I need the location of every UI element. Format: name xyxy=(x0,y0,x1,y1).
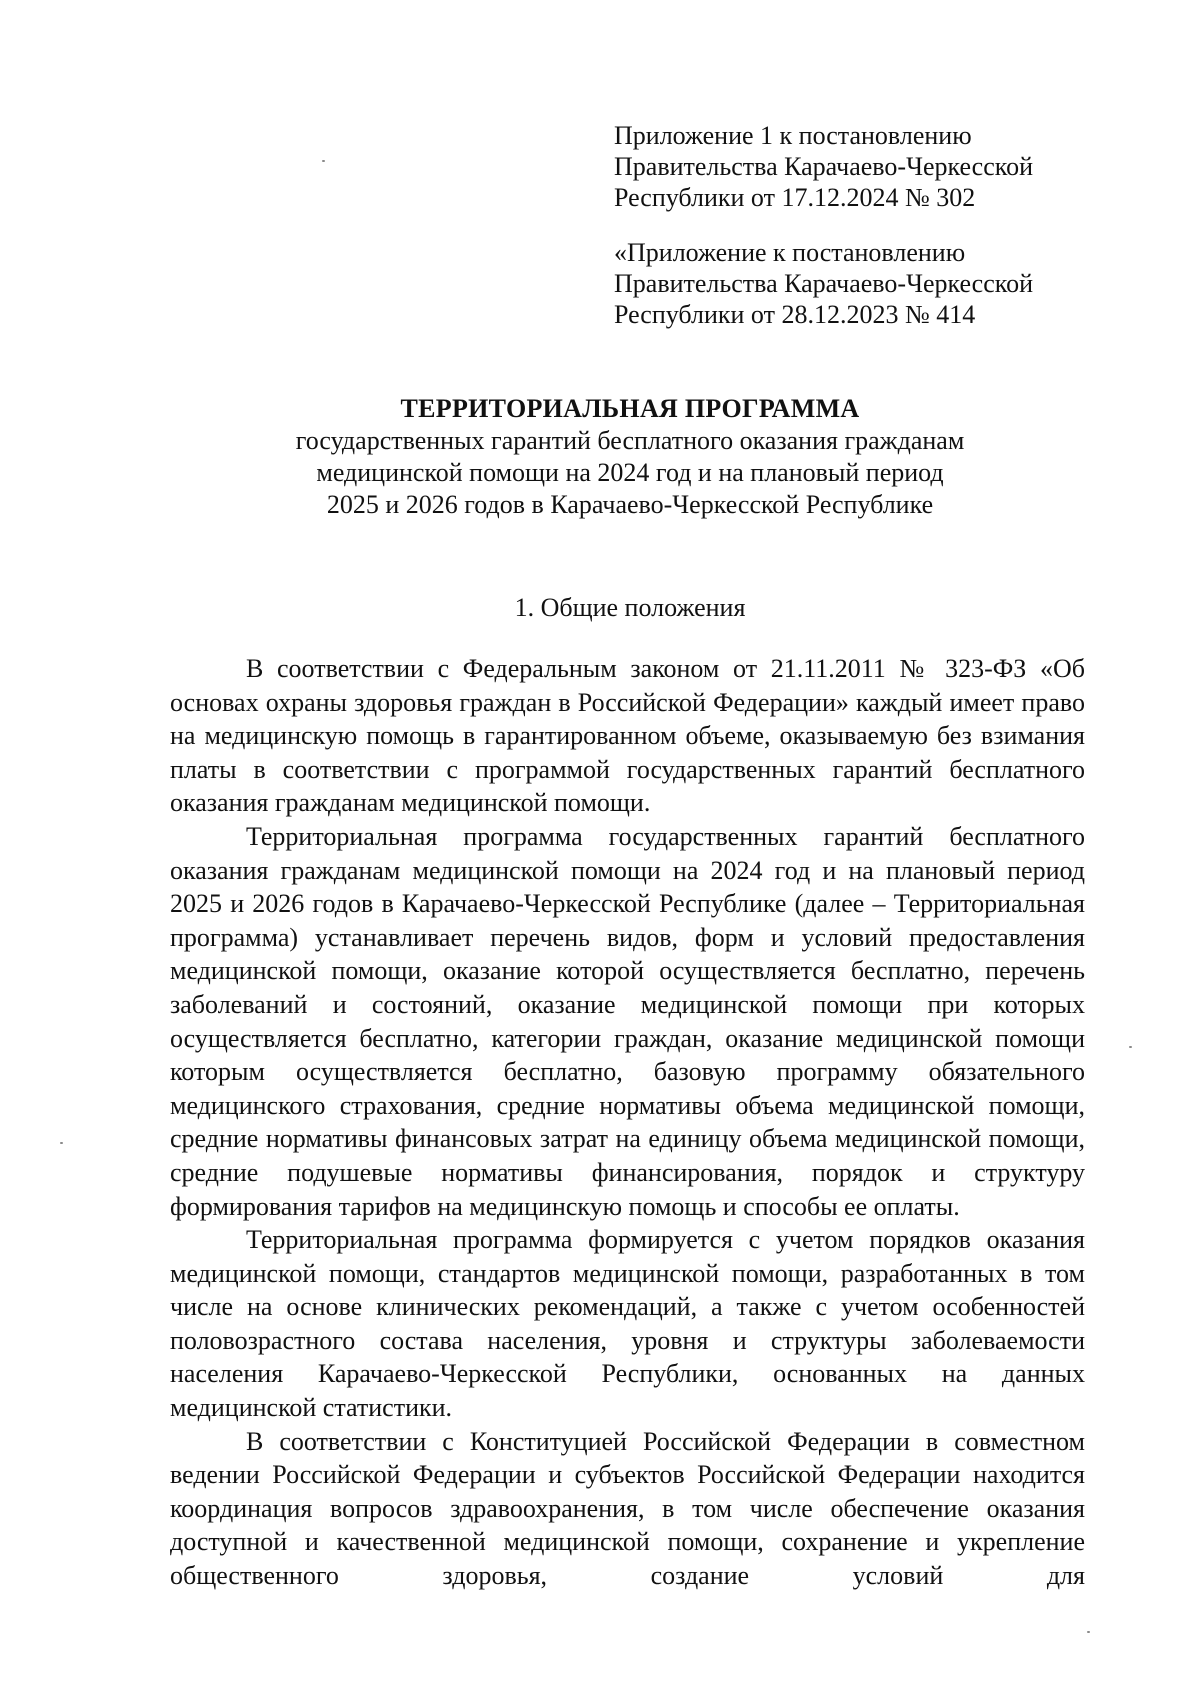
section-heading: 1. Общие положения xyxy=(514,593,746,622)
paragraph-2: Территориальная программа государственных гарантий бесплатного оказания гражданам медицинской помощи на 2024 год и на плановый период 2025 и 2026 годов в Карачаево-Черкесской Республике (далее – Территориальная программа) устанавливает перечень видов, форм и условий предоставления медицинской помощи, оказание которой осуществляется бесплатно, перечень заболеваний и состояний, оказание медицинской помощи при которых осуществляется бесплатно, категории граждан, оказание медицинской помощи которым осуществляется бесплатно, базовую программу обязательного медицинского страхования, средние нормативы объема медицинской помощи, средние нормативы финансовых затрат на единицу объема медицинской помощи, средние подушевые нормативы финансирования, порядок и структуру формирования тарифов на медицинскую помощь и способы ее оплаты. xyxy=(170,821,1085,1221)
title-subtitle-line-3: 2025 и 2026 годов в Карачаево-Черкесской Республике xyxy=(326,490,934,519)
appendix-reference-current xyxy=(614,120,1174,213)
document-title xyxy=(160,393,1100,521)
title-subtitle-line-1: государственных гарантий бесплатного оказания гражданам xyxy=(295,426,965,455)
paragraph-3: Территориальная программа формируется с учетом порядков оказания медицинской помощи, стандартов медицинской помощи, разработанных в том числе на основе клинических рекомендаций, а также с учетом особенностей половозрастного состава населения, уровня и структуры заболеваемости населения Карачаево-Черкесской Республики, основанных на данных медицинской статистики. xyxy=(170,1225,1085,1423)
title-main: ТЕРРИТОРИАЛЬНАЯ ПРОГРАММА xyxy=(400,394,860,423)
appendix-original-line-2: Правительства Карачаево-Черкесской xyxy=(614,269,1033,298)
appendix-current-line-3: Республики от 17.12.2024 № 302 xyxy=(614,183,976,212)
section-body xyxy=(170,652,1085,1593)
appendix-current-line-1: Приложение 1 к постановлению xyxy=(614,121,972,150)
paragraph-1: В соответствии с Федеральным законом от 21.11.2011 № 323-ФЗ «Об основах охраны здоровья граждан в Российской Федерации» каждый имеет право на медицинскую помощь в гарантированном объеме, оказываемую без взимания платы в соответствии с программой государственных гарантий бесплатного оказания гражданам медицинской помощи. xyxy=(170,654,1085,818)
appendix-reference-original xyxy=(614,237,1174,330)
appendix-original-line-1: «Приложение к постановлению xyxy=(614,238,966,267)
title-subtitle-line-2: медицинской помощи на 2024 год и на плановый период xyxy=(316,458,944,487)
paragraph-4: В соответствии с Конституцией Российской Федерации в совместном ведении Российской Федерации и субъектов Российской Федерации находится координация вопросов здравоохранения, в том числе обеспечение оказания доступной и качественной медицинской помощи, сохранение и укрепление общественного здоровья, создание условий для xyxy=(170,1426,1085,1591)
appendix-original-line-3: Республики от 28.12.2023 № 414 xyxy=(614,300,976,329)
appendix-current-line-2: Правительства Карачаево-Черкесской xyxy=(614,152,1033,181)
